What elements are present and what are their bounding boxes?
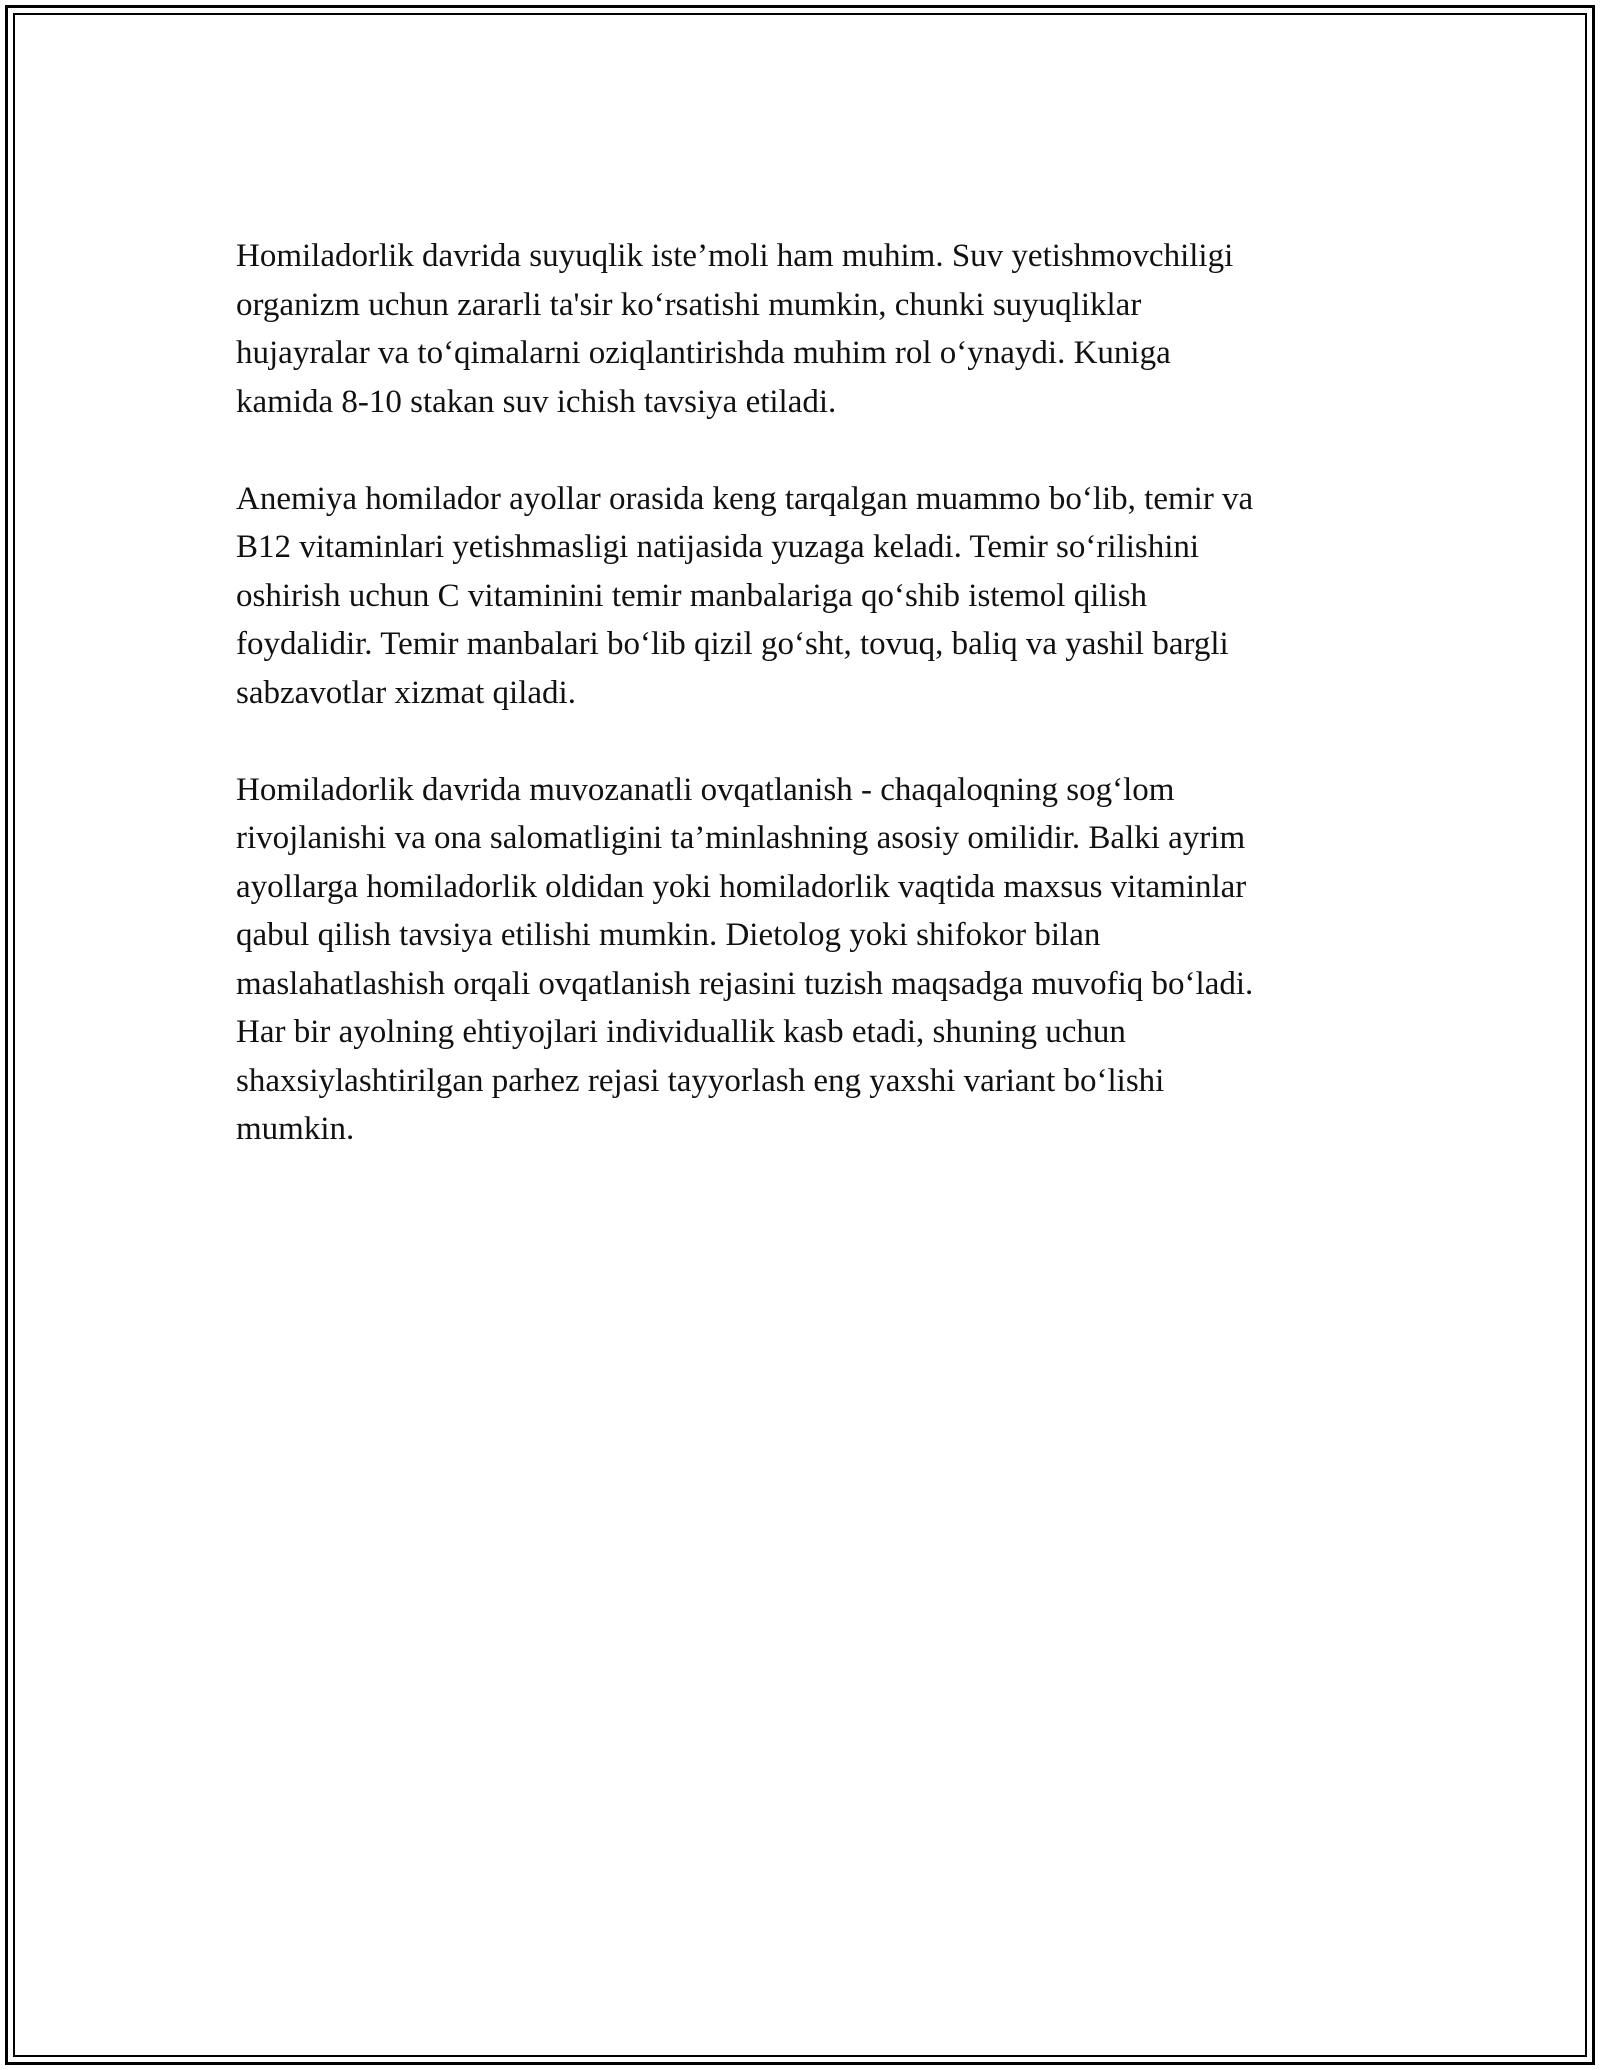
document-body [236,232,1386,1202]
paragraph-fluid-intake: Homiladorlik davrida suyuqlik iste’moli ham muhim. Suv yetishmovchiligi organizm uchun zararli ta'sir ko‘rsatishi mumkin, chunki suyuqliklar hujayralar va to‘qimalarni oziqlantirishda muhim rol o‘ynaydi. Kuniga kamida 8-10 stakan suv ichish tavsiya etiladi. [236,238,1234,420]
paragraph-balanced-nutrition: Homiladorlik davrida muvozanatli ovqatlanish - chaqaloqning sog‘lom rivojlanishi va ona salomatligini ta’minlashning asosiy omilidir. Balki ayrim ayollarga homiladorlik oldidan yoki homiladorlik vaqtida maxsus vitaminlar qabul qilish tavsiya etilishi mumkin. Dietolog yoki shifokor bilan maslahatlashish orqali ovqatlanish rejasini tuzish maqsadga muvofiq bo‘ladi. Har bir ayolning ehtiyojlari individuallik kasb etadi, shuning uchun shaxsiylashtirilgan parhez rejasi tayyorlash eng yaxshi variant bo‘lishi mumkin. [236,771,1254,1147]
paragraph-anemia: Anemiya homilador ayollar orasida keng tarqalgan muammo bo‘lib, temir va B12 vitaminlari yetishmasligi natijasida yuzaga keladi. Temir so‘rilishini oshirish uchun C vitaminini temir manbalariga qo‘shib istemol qilish foydalidir. Temir manbalari bo‘lib qizil go‘sht, tovuq, baliq va yashil bargli sabzavotlar xizmat qiladi. [236,480,1254,711]
